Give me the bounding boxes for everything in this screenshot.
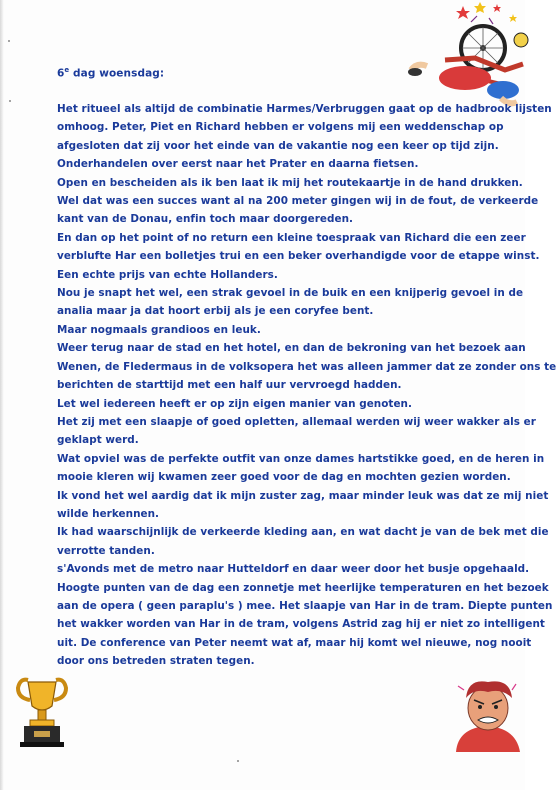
text-line: Een echte prijs van echte Hollanders. xyxy=(57,268,278,281)
diary-body xyxy=(57,100,556,671)
angry-face-clipart xyxy=(450,676,525,752)
scan-speck xyxy=(8,40,10,42)
text-line: Wat opviel was de perfekte outfit van onze dames hartstikke goed, en de heren in xyxy=(57,452,545,465)
text-line: Ik vond het wel aardig dat ik mijn zuster zag, maar minder leuk was dat ze mij niet xyxy=(57,489,549,502)
text-line: Wel dat was een succes want al na 200 meter gingen wij in de fout, de verkeerde xyxy=(57,195,539,208)
text-line: Hoogte punten van de dag een zonnetje met heerlijke temperaturen en het bezoek xyxy=(57,581,549,594)
text-line: berichten de starttijd met een half uur vervroegd hadden. xyxy=(57,379,402,392)
text-line: geklapt werd. xyxy=(57,434,139,447)
text-line: aan de opera ( geen paraplu's ) mee. Het slaapje van Har in de tram. Diepte punten xyxy=(57,599,553,612)
text-line: verblufte Har een bolletjes trui en een beker overhandigde voor de etappe winst. xyxy=(57,250,540,263)
text-line: Let wel iedereen heeft er op zijn eigen manier van genoten. xyxy=(57,397,412,410)
day-number: 6 xyxy=(57,67,65,80)
text-line: Nou je snapt het wel, een strak gevoel in de buik en een knijperig gevoel in de xyxy=(57,287,524,300)
text-line: Onderhandelen over eerst naar het Prater en daarna fietsen. xyxy=(57,158,419,171)
text-line: Wenen, de Fledermaus in de volksopera het was alleen jammer dat ze zonder ons te xyxy=(57,360,556,373)
text-line: mooie kleren wij kwamen zeer goed voor de dag en mochten gezien worden. xyxy=(57,471,511,484)
text-line: s'Avonds met de metro naar Hutteldorf en daar weer door het busje opgehaald. xyxy=(57,563,530,576)
page-title xyxy=(57,66,164,80)
text-line: wilde herkennen. xyxy=(57,507,160,520)
trophy-cup-clipart xyxy=(14,676,70,748)
text-line: kant van de Donau, enfin toch maar doorgereden. xyxy=(57,213,354,226)
text-line: door ons betreden straten tegen. xyxy=(57,655,255,668)
text-line: verrotte tanden. xyxy=(57,544,155,557)
scan-speck xyxy=(237,760,239,762)
text-line: Het ritueel als altijd de combinatie Harmes/Verbruggen gaat op de hadbrook lijsten xyxy=(57,103,552,115)
text-line: En dan op het point of no return een kleine toespraak van Richard die een zeer xyxy=(57,231,526,244)
scan-edge xyxy=(0,0,4,790)
text-line: het wakker worden van Har in de tram, volgens Astrid zag hij er niet zo intelligent xyxy=(57,618,545,631)
cyclist-crash-clipart xyxy=(405,0,525,110)
text-line: Open en bescheiden als ik ben laat ik mij het routekaartje in de hand drukken. xyxy=(57,176,523,189)
day-label: dag woensdag: xyxy=(69,67,165,80)
text-line: analia maar ja dat hoort erbij als je een coryfee bent. xyxy=(57,305,374,318)
text-line: afgesloten dat zij voor het einde van de vakantie nog een keer op tijd zijn. xyxy=(57,139,499,152)
day-superscript: e xyxy=(64,66,70,74)
scan-speck xyxy=(9,100,11,102)
text-line: Het zij met een slaapje of goed opletten, allemaal werden wij weer wakker als er xyxy=(57,415,536,428)
text-line: omhoog. Peter, Piet en Richard hebben er volgens mij een weddenschap op xyxy=(57,121,504,134)
text-line: Maar nogmaals grandioos en leuk. xyxy=(57,323,261,336)
text-line: Weer terug naar de stad en het hotel, en dan de bekroning van het bezoek aan xyxy=(57,342,526,355)
text-line: uit. De conference van Peter neemt wat af, maar hij komt wel nieuwe, nog nooit xyxy=(57,636,532,649)
text-line: Ik had waarschijnlijk de verkeerde kleding aan, en wat dacht je van de bek met die xyxy=(57,526,549,539)
